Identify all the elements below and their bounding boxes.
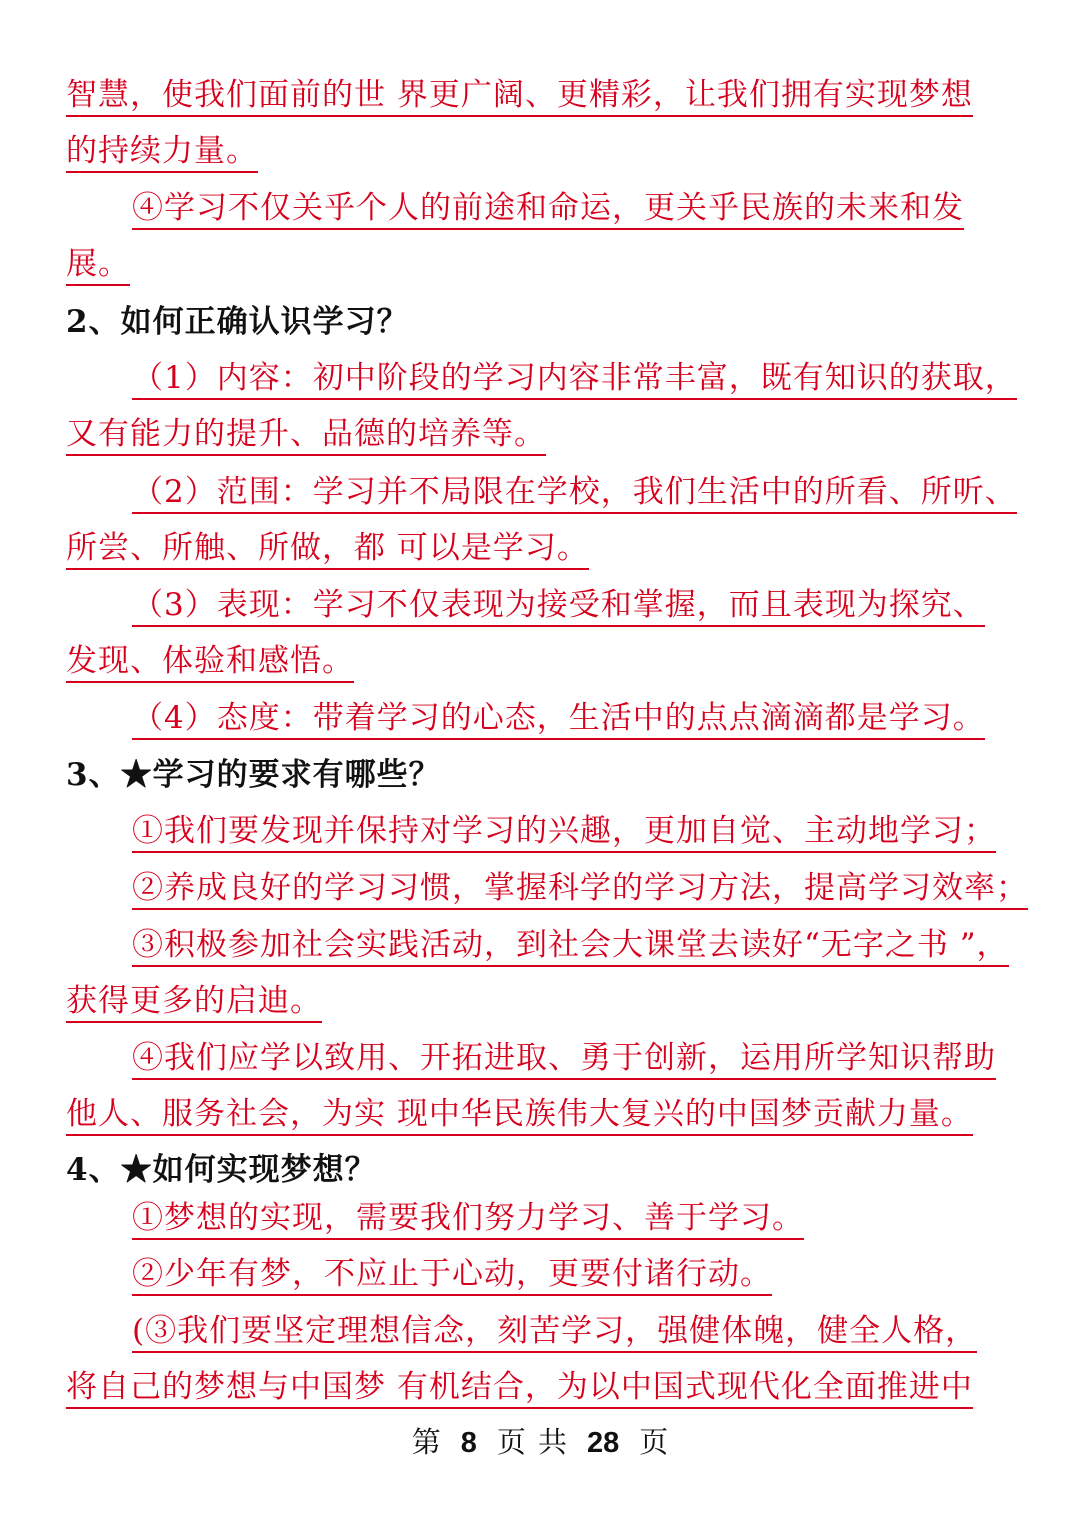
answer-text: 所尝、所触、所做，都 可以是学习。 xyxy=(66,530,589,570)
answer-text: （4）态度：带着学习的心态，生活中的点点滴滴都是学习。 xyxy=(132,700,985,740)
answer-line xyxy=(132,1311,977,1351)
answer-text: ①我们要发现并保持对学习的兴趣，更加自觉、主动地学习； xyxy=(132,813,996,853)
answer-line xyxy=(132,1038,996,1078)
answer-line xyxy=(132,868,1028,908)
answer-text: 他人、服务社会，为实 现中华民族伟大复兴的中国梦贡献力量。 xyxy=(66,1096,973,1136)
answer-line xyxy=(66,131,258,171)
answer-text: ①梦想的实现，需要我们努力学习、善于学习。 xyxy=(132,1200,804,1240)
answer-text: 又有能力的提升、品德的培养等。 xyxy=(66,416,546,456)
answer-line xyxy=(66,414,546,454)
answer-text: ④我们应学以致用、开拓进取、勇于创新，运用所学知识帮助 xyxy=(132,1040,996,1080)
answer-text: ③积极参加社会实践活动，到社会大课堂去读好“无字之书 ”， xyxy=(132,927,1009,967)
answer-text: ②少年有梦，不应止于心动，更要付诸行动。 xyxy=(132,1256,772,1296)
footer-prefix: 第 xyxy=(411,1425,441,1459)
footer-word: 共 xyxy=(537,1425,567,1459)
total-pages: 28 xyxy=(586,1427,620,1459)
answer-line xyxy=(132,358,1017,398)
answer-line xyxy=(132,585,985,625)
answer-line xyxy=(132,811,996,851)
answer-line xyxy=(132,925,1009,965)
answer-line xyxy=(66,75,973,115)
page-number: 8 xyxy=(460,1427,477,1459)
answer-line xyxy=(132,472,1017,512)
question-heading: 2、如何正确认识学习？ xyxy=(66,304,409,340)
answer-line xyxy=(66,528,589,568)
footer-word: 页 xyxy=(496,1425,526,1459)
page-footer xyxy=(0,1420,1080,1461)
answer-text: 获得更多的启迪。 xyxy=(66,983,322,1023)
answer-line xyxy=(66,1094,973,1134)
answer-text: （1）内容：初中阶段的学习内容非常丰富，既有知识的获取， xyxy=(132,360,1017,400)
answer-text: 的持续力量。 xyxy=(66,133,258,173)
answer-text: ②养成良好的学习习惯，掌握科学的学习方法，提高学习效率； xyxy=(132,870,1028,910)
question-heading: 4、★如何实现梦想？ xyxy=(66,1152,377,1188)
answer-line xyxy=(132,698,985,738)
answer-text: （2）范围：学习并不局限在学校，我们生活中的所看、所听、 xyxy=(132,474,1017,514)
answer-text: 智慧，使我们面前的世 界更广阔、更精彩，让我们拥有实现梦想 xyxy=(66,77,973,117)
answer-text: 发现、体验和感悟。 xyxy=(66,643,354,683)
answer-line xyxy=(132,1254,772,1294)
answer-text: ④学习不仅关乎个人的前途和命运，更关乎民族的未来和发 xyxy=(132,190,964,230)
answer-line xyxy=(132,1198,804,1238)
answer-line xyxy=(66,981,322,1021)
answer-text: (③我们要坚定理想信念，刻苦学习，强健体魄，健全人格， xyxy=(132,1313,977,1353)
answer-text: 展。 xyxy=(66,246,130,286)
footer-suffix: 页 xyxy=(639,1425,669,1459)
answer-text: 将自己的梦想与中国梦 有机结合，为以中国式现代化全面推进中 xyxy=(66,1369,973,1409)
question-heading: 3、★学习的要求有哪些？ xyxy=(66,757,441,793)
answer-line xyxy=(66,641,354,681)
answer-line xyxy=(132,188,964,228)
answer-line xyxy=(66,1367,973,1407)
answer-line xyxy=(66,244,130,284)
answer-text: （3）表现：学习不仅表现为接受和掌握，而且表现为探究、 xyxy=(132,587,985,627)
